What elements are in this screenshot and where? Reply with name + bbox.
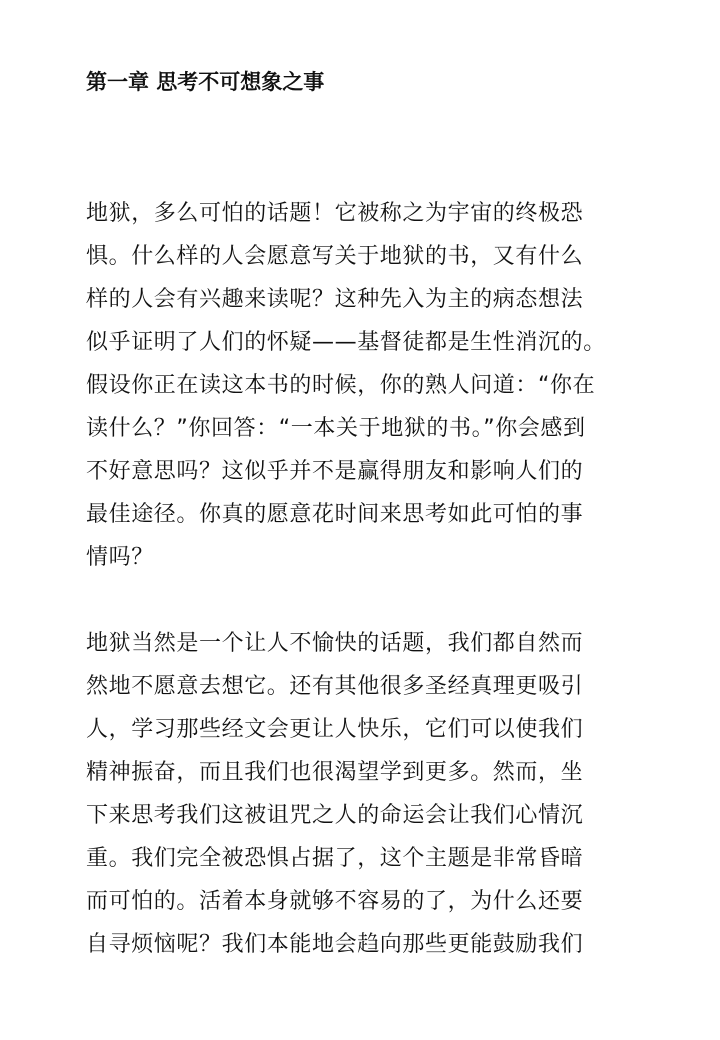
paragraph-line: 读什么？”你回答：“一本关于地狱的书。”你会感到 [86,416,586,441]
paragraph-line: 样的人会有兴趣来读呢？这种先入为主的病态想法 [86,287,584,312]
paragraph-1 [86,192,606,579]
paragraph-line: 人，学习那些经文会更让人快乐，它们可以使我们 [86,717,584,742]
paragraph-line: 而可怕的。活着本身就够不容易的了，为什么还要 [86,889,584,914]
paragraph-line: 假设你正在读这本书的时候，你的熟人问道：“你在 [86,373,596,398]
paragraph-line: 最佳途径。你真的愿意花时间来思考如此可怕的事 [86,502,584,527]
paragraph-line: 似乎证明了人们的怀疑——基督徒都是生性消沉的。 [86,330,606,355]
paragraph-line: 自寻烦恼呢？我们本能地会趋向那些更能鼓励我们 [86,932,584,957]
paragraph-line: 地狱当然是一个让人不愉快的话题，我们都自然而 [86,631,584,656]
paragraph-line: 然地不愿意去想它。还有其他很多圣经真理更吸引 [86,674,584,699]
paragraph-line: 下来思考我们这被诅咒之人的命运会让我们心情沉 [86,803,584,828]
chapter-title: 第一章 思考不可想象之事 [86,70,325,94]
paragraph-line: 地狱，多么可怕的话题！它被称之为宇宙的终极恐 [86,201,584,226]
paragraph-line: 情吗？ [86,545,154,570]
paragraph-line: 精神振奋，而且我们也很渴望学到更多。然而，坐 [86,760,584,785]
paragraph-line: 重。我们完全被恐惧占据了，这个主题是非常昏暗 [86,846,584,871]
paragraph-line: 惧。什么样的人会愿意写关于地狱的书，又有什么 [86,244,584,269]
paragraph-line: 不好意思吗？这似乎并不是赢得朋友和影响人们的 [86,459,584,484]
paragraph-2 [86,622,583,966]
